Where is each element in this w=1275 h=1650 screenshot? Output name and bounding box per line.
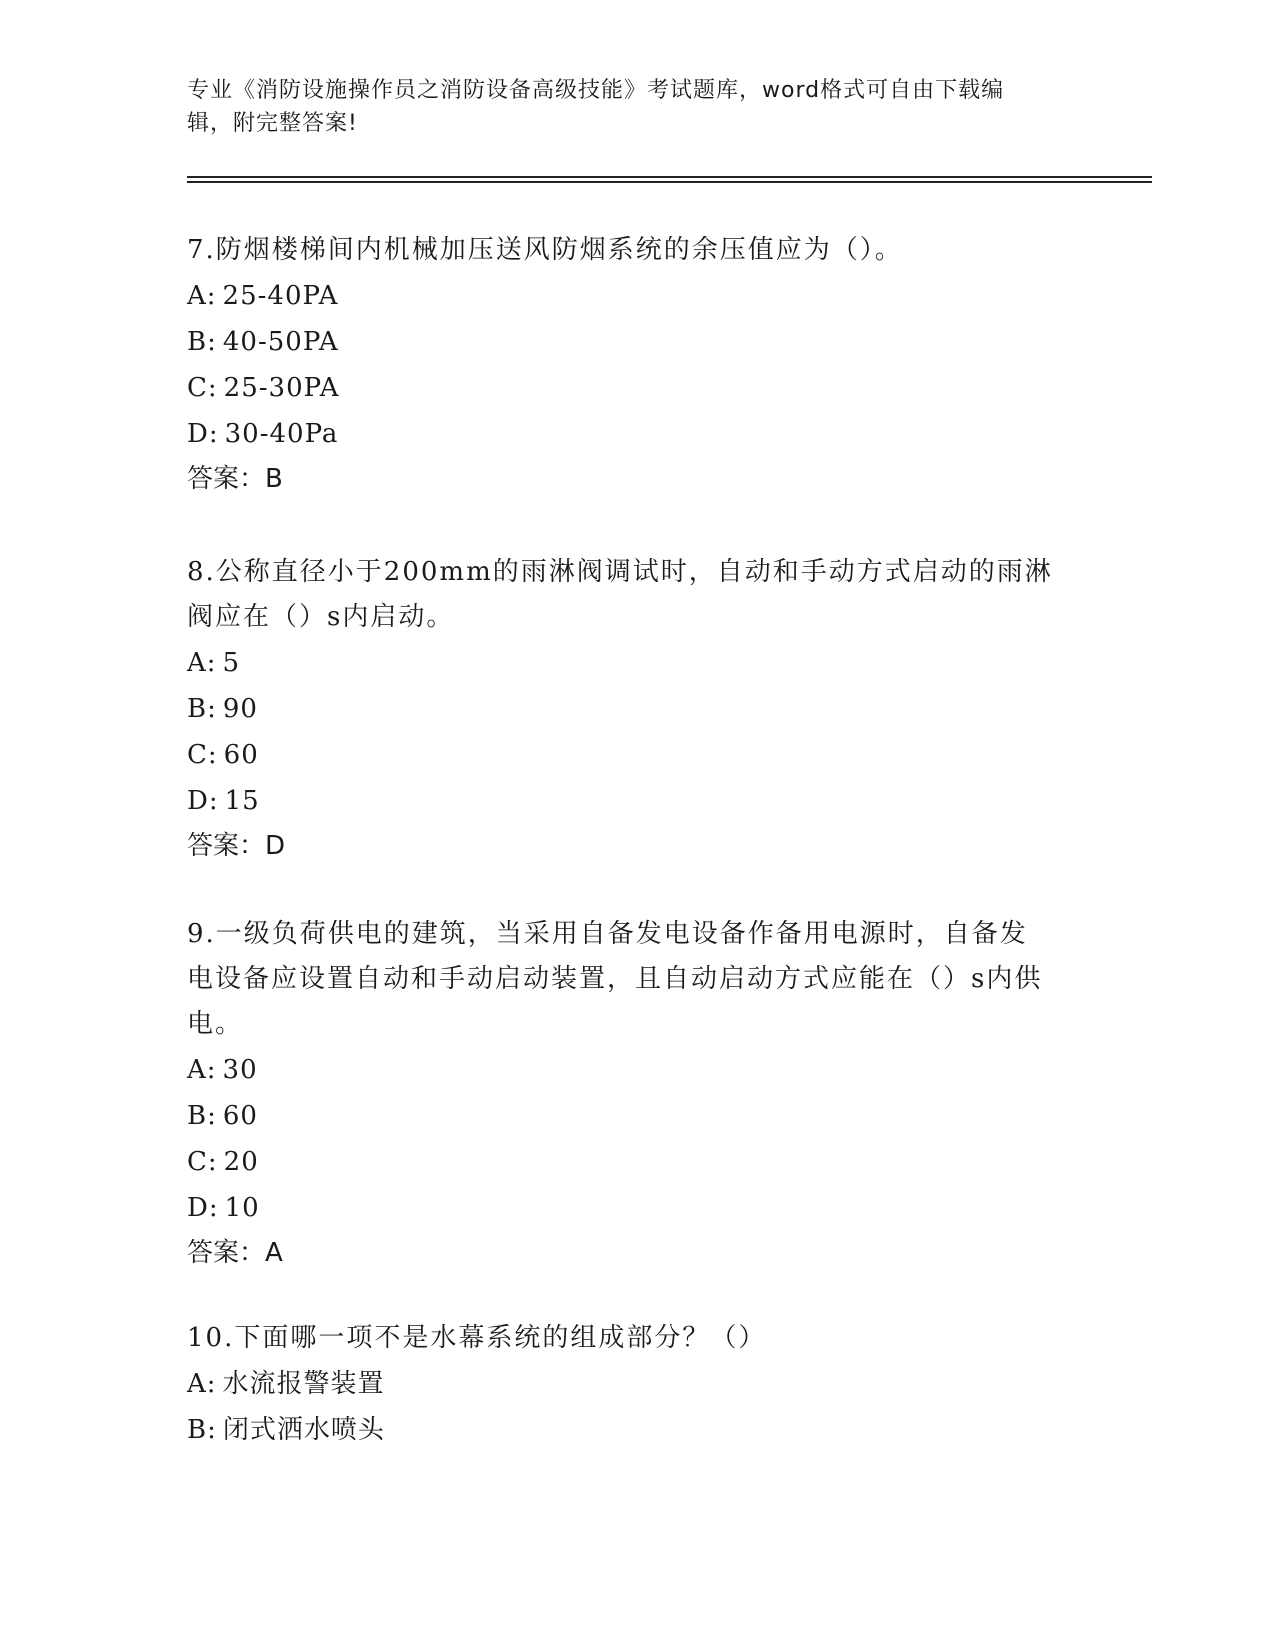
option-a: A: 30 — [187, 1055, 258, 1085]
question-10 — [187, 1316, 1087, 1453]
option-c: C: 20 — [187, 1147, 259, 1177]
option-a: A: 25-40PA — [187, 281, 339, 311]
question-text-line-2: 电设备应设置自动和手动启动装置，且自动启动方式应能在（）s内供 — [187, 964, 1043, 994]
answer: 答案：B — [187, 464, 283, 494]
header-divider-top — [187, 176, 1152, 178]
answer: 答案：A — [187, 1238, 283, 1268]
question-text-line-2: 阀应在（）s内启动。 — [187, 602, 455, 632]
document-header — [187, 74, 1067, 140]
question-text-line-1: 8.公称直径小于200mm的雨淋阀调试时，自动和手动方式启动的雨淋 — [187, 557, 1053, 587]
option-b: B: 40-50PA — [187, 327, 339, 357]
answer: 答案：D — [187, 831, 286, 861]
option-b: B: 60 — [187, 1101, 258, 1131]
option-a: A: 水流报警装置 — [187, 1369, 385, 1399]
question-8 — [187, 550, 1087, 868]
question-text-line-3: 电。 — [187, 1009, 244, 1039]
question-text-line-1: 9.一级负荷供电的建筑，当采用自备发电设备作备用电源时，自备发 — [187, 919, 1028, 949]
question-7 — [187, 228, 1087, 501]
header-line-1: 专业《消防设施操作员之消防设备高级技能》考试题库，word格式可自由下载编 — [187, 78, 1005, 103]
question-9 — [187, 912, 1087, 1275]
option-c: C: 25-30PA — [187, 373, 340, 403]
option-a: A: 5 — [187, 648, 241, 678]
option-d: D: 30-40Pa — [187, 419, 339, 449]
option-b: B: 90 — [187, 694, 258, 724]
option-d: D: 10 — [187, 1193, 260, 1223]
option-c: C: 60 — [187, 740, 259, 770]
option-d: D: 15 — [187, 786, 260, 816]
question-text: 10.下面哪一项不是水幕系统的组成部分？（） — [187, 1323, 767, 1353]
header-line-2: 辑，附完整答案! — [187, 111, 358, 136]
question-text: 7.防烟楼梯间内机械加压送风防烟系统的余压值应为（）。 — [187, 235, 903, 265]
option-b: B: 闭式洒水喷头 — [187, 1415, 385, 1445]
header-divider-bottom — [187, 181, 1152, 183]
